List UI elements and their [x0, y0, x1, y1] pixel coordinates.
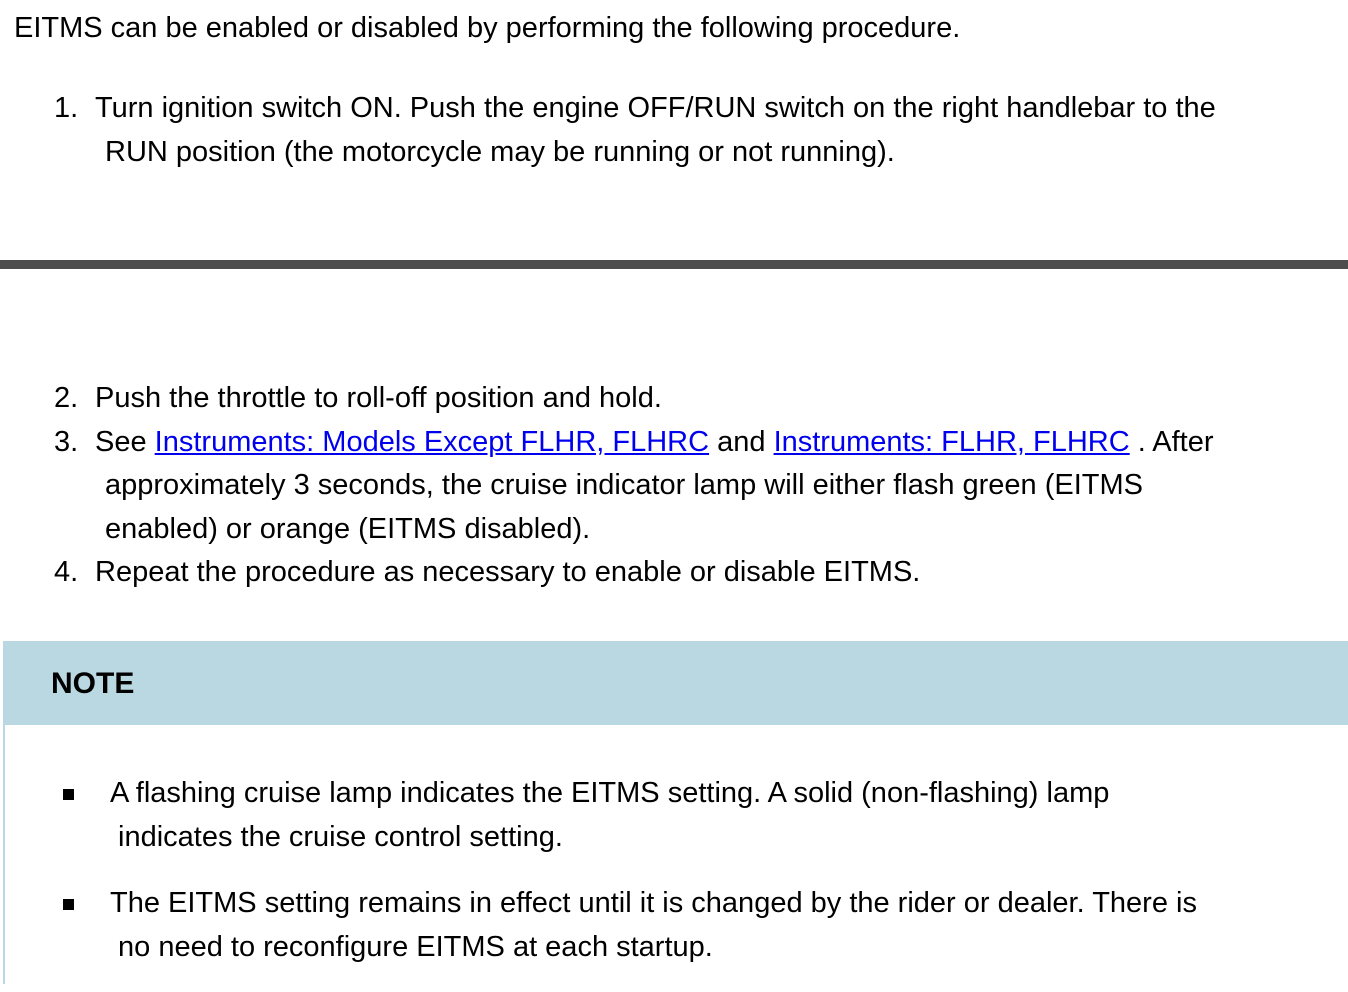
note-item-line-2: indicates the cruise control setting. [118, 820, 563, 853]
step-number: 1. [54, 92, 79, 124]
note-header [3, 641, 1348, 725]
intro-text: EITMS can be enabled or disabled by performing the following procedure. [14, 12, 961, 44]
step-number: 3. [54, 425, 79, 458]
step-text: Repeat the procedure as necessary to enable or disable EITMS. [95, 556, 921, 588]
note-item-line-2: no need to reconfigure EITMS at each startup. [118, 930, 713, 963]
step-text-middle: and [709, 425, 774, 458]
square-bullet-icon [63, 789, 74, 800]
section-divider [0, 260, 1348, 269]
note-item-line-1: A flashing cruise lamp indicates the EITMS setting. A solid (non-flashing) lamp [110, 777, 1110, 809]
step-2 [0, 377, 1348, 421]
note-body [3, 725, 1348, 984]
step-1 [0, 87, 1348, 174]
step-number: 2. [54, 382, 79, 414]
link-instruments-models-except-flhr-flhrc[interactable]: Instruments: Models Except FLHR, FLHRC [154, 425, 710, 458]
square-bullet-icon [63, 899, 74, 910]
step-text-line-2: RUN position (the motorcycle may be running or not running). [105, 135, 895, 168]
step-text-prefix: See [95, 425, 155, 458]
note-item [5, 772, 1348, 859]
note-item-line-1: The EITMS setting remains in effect until it is changed by the rider or dealer. There is [110, 887, 1197, 919]
note-title: NOTE [51, 667, 135, 700]
procedure-steps-part-1 [0, 87, 1348, 174]
step-text-suffix: . After [1129, 425, 1214, 458]
note-list [5, 772, 1348, 992]
step-text-line-3: enabled) or orange (EITMS disabled). [105, 512, 591, 545]
step-text-line-1: Turn ignition switch ON. Push the engine OFF/RUN switch on the right handlebar to the [95, 92, 1216, 124]
step-text-line-2: approximately 3 seconds, the cruise indicator lamp will either flash green (EITMS [105, 469, 1144, 501]
step-text-line-1 [95, 421, 1214, 465]
procedure-steps-part-2 [0, 377, 1348, 595]
step-number: 4. [54, 556, 79, 588]
step-4 [0, 551, 1348, 595]
step-text: Push the throttle to roll-off position and hold. [95, 382, 662, 414]
note-item [5, 882, 1348, 969]
step-3 [0, 421, 1348, 552]
link-instruments-flhr-flhrc[interactable]: Instruments: FLHR, FLHRC [773, 425, 1130, 458]
